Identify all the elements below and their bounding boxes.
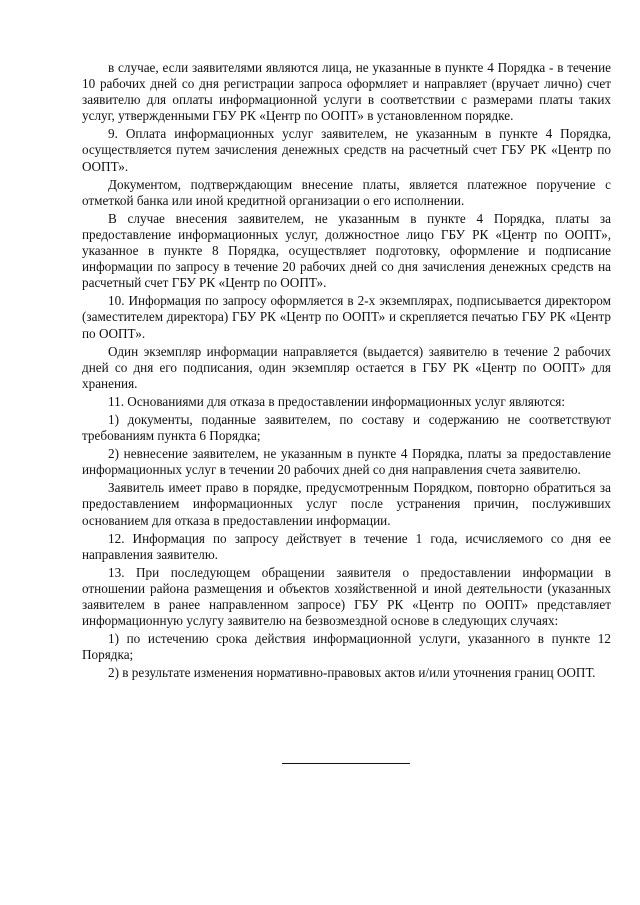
list-item-free-2: 2) в результате изменения нормативно-правовых актов и/или уточнения границ ООПТ. bbox=[108, 665, 596, 681]
paragraph-copy-delivery: Один экземпляр информации направляется (выдается) заявителю в течение 2 рабочих дней со дня его подписания, один экземпляр остается в ГБУ РК «Центр по ООПТ» для хранения. bbox=[82, 343, 611, 391]
end-of-text-divider bbox=[282, 763, 410, 764]
paragraph-payment-proof: Документом, подтверждающим внесение платы, является платежное поручение с отметкой банка или иной кредитной организации о его исполнении. bbox=[82, 176, 611, 208]
list-item-refusal-2: 2) невнесение заявителем, не указанным в пункте 4 Порядка, платы за предоставление информационных услуг в течении 20 рабочих дней со дня направления счета заявителю. bbox=[82, 446, 611, 478]
paragraph-11-refusal: 11. Основаниями для отказа в предоставлении информационных услуг являются: bbox=[108, 393, 566, 409]
paragraph-13-repeat-request: 13. При последующем обращении заявителя о предоставлении информации в отношении района размещения и объектов хозяйственной и иной деятельности (указанных заявителем в ранее направленном запросе) ГБУ РК «Центр по ООПТ» представляет информационную услугу заявителю на безвозмездной основе в следующих случаях: bbox=[82, 564, 611, 629]
paragraph-9-payment: 9. Оплата информационных услуг заявителем, не указанным в пункте 4 Порядка, осуществляется путем зачисления денежных средств на расчетный счет ГБУ РК «Центр по ООПТ». bbox=[82, 126, 611, 174]
paragraph-10-copies: 10. Информация по запросу оформляется в 2-х экземплярах, подписывается директором (заместителем директора) ГБУ РК «Центр по ООПТ» и скрепляется печатью ГБУ РК «Центр по ООПТ». bbox=[82, 293, 611, 341]
list-item-free-1: 1) по истечению срока действия информационной услуги, указанного в пункте 12 Порядка; bbox=[82, 631, 611, 663]
paragraph-fee-invoice: в случае, если заявителями являются лица, не указанные в пункте 4 Порядка - в течение 10 рабочих дней со дня регистрации запроса оформляет и направляет (вручает лично) счет заявителю для оплаты информационной услуги в соответствии с размерами платы таких услуг, утвержденными ГБУ РК «Центр по ООПТ» в установленном порядке. bbox=[82, 60, 611, 124]
paragraph-12-validity: 12. Информация по запросу действует в течение 1 года, исчисляемого со дня ее направления заявителю. bbox=[82, 530, 611, 562]
paragraph-payment-processing: В случае внесения заявителем, не указанным в пункте 4 Порядка, платы за предоставление информационных услуг, должностное лицо ГБУ РК «Центр по ООПТ», указанное в пункте 8 Порядка, осуществляет подготовку, оформление и подписание информации по запросу в течение 20 рабочих дней со дня зачисления денежных средств на расчетный счет ГБУ РК «Центр по ООПТ». bbox=[82, 210, 611, 291]
list-item-refusal-1: 1) документы, поданные заявителем, по составу и содержанию не соответствуют требованиям пункта 6 Порядка; bbox=[82, 411, 611, 444]
paragraph-reapply-right: Заявитель имеет право в порядке, предусмотренным Порядком, повторно обратиться за предоставлением информационных услуг после устранения причин, послуживших основанием для отказа в предоставлении информации. bbox=[82, 480, 611, 528]
